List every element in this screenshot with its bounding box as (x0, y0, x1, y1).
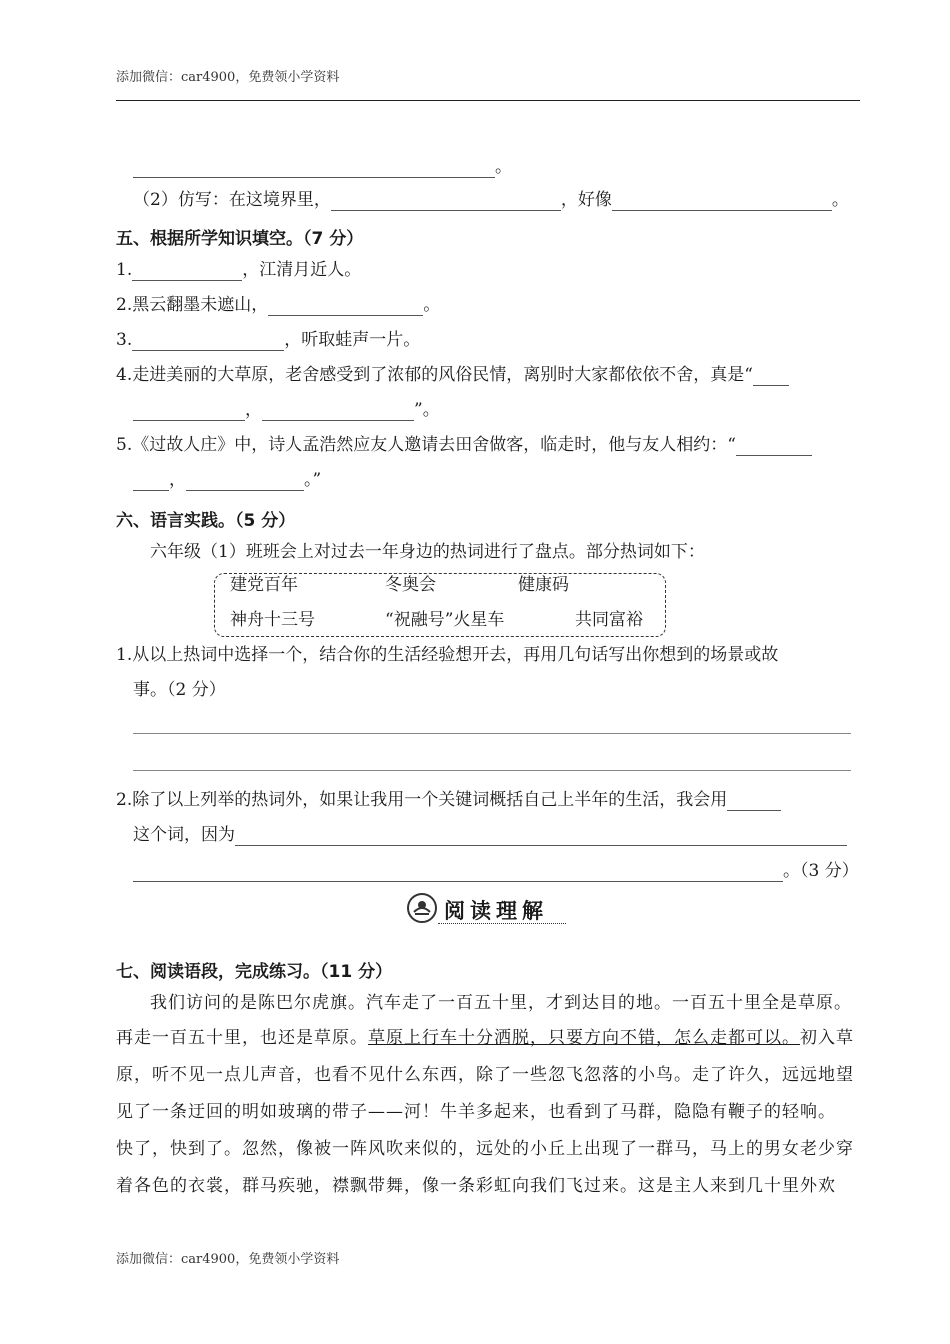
section7-title: 七、阅读语段，完成练习。（11 分） (116, 962, 393, 982)
underlined-sentence: 草原上行车十分洒脱，只要方向不错，怎么走都可以。 (368, 1028, 800, 1048)
section5-title: 五、根据所学知识填空。（7 分） (116, 229, 364, 249)
answer-line[interactable] (133, 770, 851, 771)
passage-line: 原，听不见一点儿声音，也看不见什么东西，除了一些忽飞忽落的小鸟。走了许久，远远地望 (116, 1065, 854, 1085)
answer-line[interactable] (133, 733, 851, 734)
header-text: 添加微信：car4900，免费领小学资料 (116, 70, 340, 85)
s6-q2-line3: 。（3 分） (133, 860, 859, 882)
passage-line: 再走一百五十里，也还是草原。草原上行车十分洒脱，只要方向不错，怎么走都可以。初入草 (116, 1028, 854, 1048)
s6-q2-line1: 2.除了以上列举的热词外，如果让我用一个关键词概括自己上半年的生活，我会用 (116, 789, 860, 811)
passage-line: 我们访问的是陈巴尔虎旗。汽车走了一百五十里，才到达目的地。一百五十里全是草原。 (150, 993, 852, 1013)
s5-item-3: 3. ，听取蛙声一片。 (116, 330, 421, 350)
answer-blank[interactable] (186, 472, 304, 491)
s6-q2-line2: 这个词，因为 (133, 824, 847, 846)
section6-title: 六、语言实践。（5 分） (116, 511, 296, 531)
banner-title: 阅读理解 (444, 899, 548, 923)
answer-blank[interactable] (612, 192, 832, 211)
hot-word: “祝融号”火星车 (385, 610, 505, 630)
answer-blank[interactable] (262, 402, 414, 421)
answer-blank[interactable] (736, 437, 812, 456)
banner-underline (438, 923, 566, 924)
answer-blank[interactable] (331, 192, 561, 211)
s5-item-2: 2.黑云翻墨未遮山， 。 (116, 295, 441, 315)
section6-intro: 六年级（1）班班会上对过去一年身边的热词进行了盘点。部分热词如下： (150, 542, 705, 562)
answer-blank[interactable] (133, 863, 783, 882)
answer-blank[interactable] (235, 827, 847, 846)
answer-blank[interactable] (133, 159, 495, 178)
answer-blank[interactable] (727, 792, 781, 811)
answer-blank[interactable] (753, 367, 789, 386)
q4-2-line: （2）仿写：在这境界里， ，好像 。 (133, 190, 849, 210)
passage-line: 见了一条迂回的明如玻璃的带子——河！牛羊多起来，也看到了马群，隐隐有鞭子的轻响。 (116, 1102, 836, 1122)
s5-item-4: 4.走进美丽的大草原，老舍感受到了浓郁的风俗民情，离别时大家都依依不舍，真是“ (116, 364, 860, 386)
q4-tail-line: 。 (133, 156, 512, 178)
answer-blank[interactable] (268, 297, 423, 316)
hot-word: 共同富裕 (575, 610, 643, 630)
passage-line: 快了，快到了。忽然，像被一阵风吹来似的，远处的小丘上出现了一群马，马上的男女老少穿 (116, 1139, 854, 1159)
hot-word: 神舟十三号 (230, 610, 315, 630)
s5-item-4-cont: ， ”。 (133, 399, 440, 421)
footer-text: 添加微信：car4900，免费领小学资料 (116, 1252, 340, 1267)
answer-blank[interactable] (133, 402, 245, 421)
s5-item-1: 1. ，江清月近人。 (116, 260, 362, 280)
hot-word: 健康码 (518, 575, 569, 595)
s5-item-5-cont: ， 。” (133, 469, 321, 491)
reading-icon (406, 892, 438, 924)
header-rule (116, 100, 860, 101)
s5-item-5: 5.《过故人庄》中，诗人孟浩然应友人邀请去田舍做客，临走时，他与友人相约：“ (116, 434, 860, 456)
passage-line: 着各色的衣裳，群马疾驰，襟飘带舞，像一条彩虹向我们飞过来。这是主人来到几十里外欢 (116, 1176, 836, 1196)
hot-word: 冬奥会 (385, 575, 436, 595)
answer-blank[interactable] (132, 332, 284, 351)
hot-word: 建党百年 (230, 575, 298, 595)
answer-blank[interactable] (133, 472, 169, 491)
s6-q1-line2: 事。（2 分） (133, 680, 226, 700)
s6-q1-line1: 1.从以上热词中选择一个，结合你的生活经验想开去，再用几句话写出你想到的场景或故 (116, 645, 779, 665)
answer-blank[interactable] (132, 262, 242, 281)
